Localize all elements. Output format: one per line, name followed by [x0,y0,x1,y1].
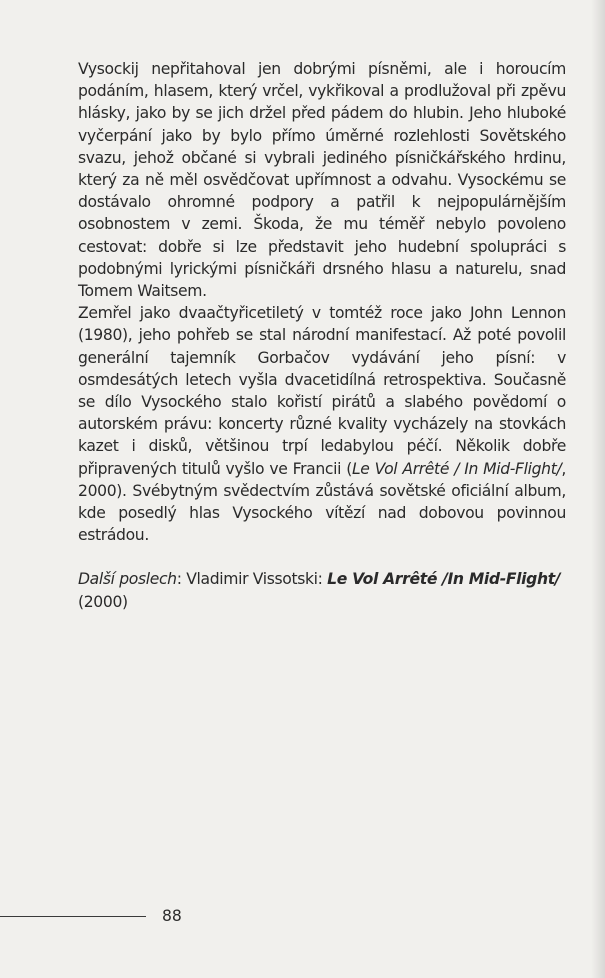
paragraph-2-album-title: Le Vol Arrêté / In Mid-Flight/ [351,459,562,478]
page-number: 88 [162,907,182,925]
further-listening-label: Další poslech [78,570,177,589]
further-listening [78,568,566,612]
further-listening-year: (2000) [78,592,128,611]
body-text [78,58,566,613]
paragraph-2-text-b: , 2000). Svébytným svědectvím zůstává sovětské oficiální album, kde posedlý hlas Vysockého vítězí nad dobovou povinnou estrádou. [78,459,566,545]
page-edge-shadow [591,0,605,978]
paragraph-2 [78,302,566,546]
paragraph-1 [78,58,566,302]
paragraph-1-text: Vysockij nepřitahoval jen dobrými písněmi, ale i horoucím podáním, hlasem, který vrčel, vykřikoval a prodlužoval při zpěvu hlásky, jako by se jich držel před pádem do hlubin. Jeho hluboké vyčerpání jako by bylo přímo úměrné rozlehlosti Sovětského svazu, jehož občané si vybrali jediného písničkářského hrdinu, který za ně měl osvědčovat upřímnost a odvahu. Vysockému se dostávalo ohromné podpory a patřil k nejpopulárnějším osobnostem v zemi. Škoda, že mu téměř nebylo povoleno cestovat: dobře si lze představit jeho hudební spolupráci s podobnými lyrickými písničkáři drsného hlasu a naturelu, snad Tomem Waitsem. [78,60,566,301]
footer-rule [0,916,146,917]
paragraph-2-text-a: Zemřel jako dvaačtyřicetiletý v tomtéž roce jako John Lennon (1980), jeho pohřeb se stal národní manifestací. Až poté povolil generální tajemník Gorbačov vydávání jeho písní: v osmdesátých letech vyšla dvacetidílná retrospektiva. Současně se dílo Vysockého stalo kořistí pirátů a slabého povědomí o autorském právu: koncerty různé kvality vycházely na stovkách kazet i disků, většinou trpí ledabylou péčí. Několik dobře připravených titulů vyšlo ve Francii ( [78,304,566,478]
further-listening-artist: : Vladimir Vissotski: [176,570,328,589]
further-listening-title: Le Vol Arrêté /In Mid-Flight/ [327,570,561,589]
